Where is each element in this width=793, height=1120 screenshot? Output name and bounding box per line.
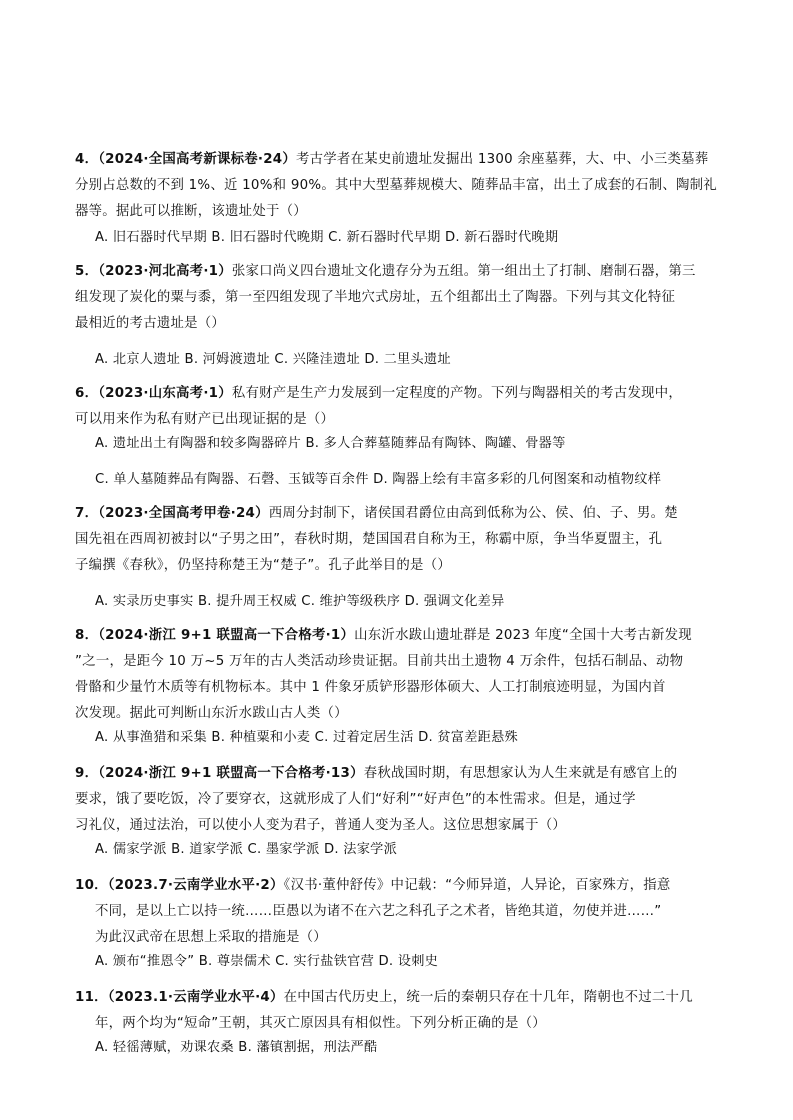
question-text: 考古学者在某史前遗址发掘出 1300 余座墓葬，大、中、小三类墓葬 — [296, 152, 709, 167]
question-9-first-line — [75, 764, 677, 784]
question-number: 9． — [75, 766, 99, 781]
question-text: 次发现。据此可判断山东沂水跋山古人类（） — [75, 706, 348, 721]
question-source: （2023·山东高考·1） — [98, 386, 232, 401]
question-5-first-line — [75, 262, 696, 282]
question-7-first-line — [75, 504, 678, 524]
question-text: 习礼仪，通过法治，可以使小人变为君子，普通人变为圣人。这位思想家属于（） — [75, 818, 567, 833]
question-text: 不同，是以上亡以持一统……臣愚以为诸不在六艺之科孔子之术者，皆绝其道，勿使并进……” — [95, 904, 662, 919]
question-options: A. 实录历史事实 B. 提升周王权威 C. 维护等级秩序 D. 强调文化差异 — [95, 594, 505, 609]
question-options: A. 轻徭薄赋，劝课农桑 B. 藩镇割据，刑法严酷 — [95, 1040, 378, 1055]
question-number: 10． — [75, 878, 108, 893]
question-number: 8． — [75, 628, 99, 643]
question-text: 子编撰《春秋》，仍坚持称楚王为“楚子”。孔子此举目的是（） — [75, 558, 451, 573]
question-text: 《汉书·董仲舒传》中记载：“今师异道，人异论，百家殊方，指意 — [283, 878, 671, 893]
question-source: （2024·全国高考新课标卷·24） — [98, 152, 297, 167]
question-8-first-line — [75, 626, 692, 646]
question-options: A. 颁布“推恩令” B. 尊崇儒术 C. 实行盐铁官营 D. 设刺史 — [95, 954, 439, 969]
question-text: 春秋战国时期，有思想家认为人生来就是有感官上的 — [363, 766, 678, 781]
question-text: 西周分封制下，诸侯国君爵位由高到低称为公、侯、伯、子、男。楚 — [268, 506, 678, 521]
question-text: 山东沂水跋山遗址群是 2023 年度“全国十大考古新发现 — [354, 628, 692, 643]
question-source: （2023·全国高考甲卷·24） — [98, 506, 269, 521]
question-text: ”之一，是距今 10 万~5 万年的古人类活动珍贵证据。目前共出土遗物 4 万余件，包括石制品、动物 — [75, 654, 684, 669]
question-text: 分别占总数的不到 1%、近 10%和 90%。其中大型墓葬规模大、随葬品丰富，出土了成套的石制、陶制礼 — [75, 178, 717, 193]
question-options: A. 遗址出土有陶器和较多陶器碎片 B. 多人合葬墓随葬品有陶钵、陶罐、骨器等 — [95, 436, 566, 451]
question-source: （2024·浙江 9+1 联盟高一下合格考·13） — [98, 766, 364, 781]
question-number: 4． — [75, 152, 99, 167]
question-text: 私有财产是生产力发展到一定程度的产物。下列与陶器相关的考古发现中， — [231, 386, 683, 401]
question-options: A. 儒家学派 B. 道家学派 C. 墨家学派 D. 法家学派 — [95, 842, 398, 857]
question-text: 国先祖在西周初被封以“子男之田”，春秋时期，楚国国君自称为王，称霸中原，争当华夏盟主，孔 — [75, 532, 663, 547]
question-text: 为此汉武帝在思想上采取的措施是（） — [95, 930, 327, 945]
question-options: A. 旧石器时代早期 B. 旧石器时代晚期 C. 新石器时代早期 D. 新石器时代晚期 — [95, 230, 559, 245]
question-text: 在中国古代历史上，统一后的秦朝只存在十几年，隋朝也不过二十几 — [283, 990, 693, 1005]
question-options: C. 单人墓随葬品有陶器、石磬、玉钺等百余件 D. 陶器上绘有丰富多彩的几何图案和动植物纹样 — [95, 472, 662, 487]
question-number: 7． — [75, 506, 99, 521]
question-10-first-line — [75, 876, 671, 896]
question-number: 5． — [75, 264, 99, 279]
question-source: （2023.7·云南学业水平·2） — [107, 878, 284, 893]
question-text: 要求，饿了要吃饭，冷了要穿衣，这就形成了人们“好利”“好声色”的本性需求。但是，通过学 — [75, 792, 636, 807]
question-options: A. 北京人遗址 B. 河姆渡遗址 C. 兴隆洼遗址 D. 二里头遗址 — [95, 352, 451, 367]
question-text: 组发现了炭化的粟与黍，第一至四组发现了半地穴式房址，五个组都出土了陶器。下列与其文化特征 — [75, 290, 676, 305]
question-11-first-line — [75, 988, 693, 1008]
question-text: 年，两个均为“短命”王朝，其灭亡原因具有相似性。下列分析正确的是（） — [95, 1016, 546, 1031]
question-text: 可以用来作为私有财产已出现证据的是（） — [75, 412, 335, 427]
question-source: （2024·浙江 9+1 联盟高一下合格考·1） — [98, 628, 355, 643]
question-number: 6． — [75, 386, 99, 401]
question-number: 11． — [75, 990, 108, 1005]
question-text: 最相近的考古遗址是（） — [75, 316, 226, 331]
question-source: （2023·河北高考·1） — [98, 264, 232, 279]
question-text: 器等。据此可以推断，该遗址处于（） — [75, 204, 307, 219]
question-6-first-line — [75, 384, 682, 404]
question-text: 张家口尚义四台遗址文化遗存分为五组。第一组出土了打制、磨制石器，第三 — [231, 264, 696, 279]
question-text: 骨骼和少量竹木质等有机物标本。其中 1 件象牙质铲形器形体硕大、人工打制痕迹明显，为国内首 — [75, 680, 666, 695]
question-options: A. 从事渔猎和采集 B. 种植粟和小麦 C. 过着定居生活 D. 贫富差距悬殊 — [95, 730, 518, 745]
question-source: （2023.1·云南学业水平·4） — [107, 990, 284, 1005]
question-4-first-line — [75, 150, 708, 170]
